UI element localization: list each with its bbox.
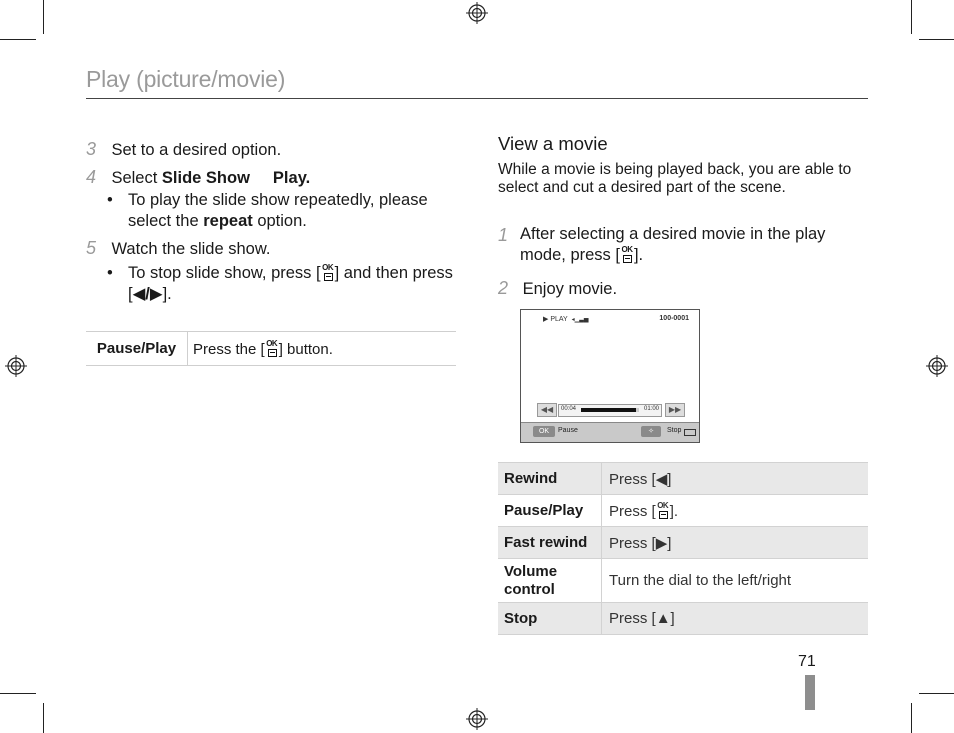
control-key: Stop: [498, 603, 602, 635]
menu-option-play: Play.: [272, 169, 311, 187]
bullet-repeat: [107, 190, 457, 232]
table-row: [86, 332, 456, 366]
camera-screen: [520, 309, 700, 443]
crop-mark: [911, 703, 912, 733]
movie-controls-table: [498, 462, 868, 635]
file-number: 100-0001: [659, 315, 689, 322]
stop-label: Stop: [667, 427, 682, 434]
step-text: After selecting a desired movie in the play mode, press [: [520, 225, 826, 264]
pause-label: Pause: [558, 427, 578, 434]
step-text-prefix: Select: [111, 169, 162, 187]
volume-icon: ◂▁▃▅: [571, 317, 589, 323]
ok-button-icon: OK: [621, 245, 633, 263]
table-key: Pause/Play: [86, 332, 188, 366]
step-number: 3: [86, 139, 97, 159]
bullet-stop: [107, 263, 457, 305]
screen-button-bar: [521, 422, 699, 442]
left-right-arrows-icon: ◀/▶: [132, 285, 163, 303]
crop-mark: [0, 693, 36, 694]
page-edge-tab: [805, 675, 815, 710]
up-arrow-icon: ▲: [655, 610, 671, 627]
section-heading: View a movie: [498, 133, 608, 154]
ok-button-icon: OK: [266, 339, 278, 357]
step-text: Set to a desired option.: [111, 141, 282, 159]
play-indicator: ▶ PLAY ◂▁▃▅: [543, 316, 589, 323]
step-number: 4: [86, 167, 97, 187]
table-row: [498, 559, 868, 603]
step-text: ].: [633, 246, 644, 264]
rewind-icon: ◀◀: [537, 403, 557, 417]
bullet-dot: •: [107, 264, 113, 282]
control-action: Turn the dial to the left/right: [602, 559, 869, 603]
dpad-icon: ✧: [641, 426, 661, 437]
control-key: Rewind: [498, 463, 602, 495]
bullet-dot: •: [107, 191, 113, 209]
section-intro: While a movie is being played back, you are able to select and cut a desired part of the scene.: [498, 161, 852, 196]
bullet-text: To play the slide show repeatedly, please select the: [128, 191, 428, 230]
ok-button-icon: OK: [657, 501, 669, 519]
play-icon: ▶: [543, 316, 549, 323]
step-4: [86, 167, 310, 188]
registration-mark-icon: [5, 355, 27, 377]
control-key: Pause/Play: [498, 495, 602, 527]
ok-button-icon: OK: [322, 263, 334, 281]
control-action: Press [ OK ].: [602, 495, 869, 527]
table-value: Press the [ OK ] button.: [188, 332, 457, 366]
bullet-text: To stop slide show, press [: [128, 264, 321, 282]
table-row: [498, 603, 868, 635]
step-5: [86, 238, 270, 259]
step-3: [86, 139, 281, 160]
bullet-text: ].: [162, 285, 172, 303]
title-divider: [86, 98, 868, 99]
registration-mark-icon: [466, 2, 488, 24]
step-number: 2: [498, 278, 509, 298]
crop-mark: [911, 0, 912, 34]
repeat-option-label: repeat: [203, 212, 253, 230]
control-key: Volume control: [498, 559, 602, 603]
step-1: [498, 224, 868, 266]
control-key: Fast rewind: [498, 527, 602, 559]
control-action: Press [▶]: [602, 527, 869, 559]
step-number: 1: [498, 225, 509, 245]
bullet-text: ] and then press [: [128, 264, 453, 303]
time-total: 01:00: [643, 406, 659, 412]
bullet-text: option.: [252, 212, 307, 230]
page-number: 71: [798, 653, 816, 670]
table-row: [498, 463, 868, 495]
crop-mark: [0, 39, 36, 40]
crop-mark: [919, 39, 954, 40]
fast-forward-icon: ▶▶: [665, 403, 685, 417]
crop-mark: [43, 703, 44, 733]
ok-key-badge: OK: [533, 426, 555, 437]
progress-track: [581, 408, 639, 412]
step-2: [498, 278, 617, 299]
table-row: [498, 527, 868, 559]
crop-mark: [43, 0, 44, 34]
battery-icon: [684, 429, 696, 436]
registration-mark-icon: [466, 708, 488, 730]
step-text: Watch the slide show.: [111, 240, 271, 258]
table-row: [498, 495, 868, 527]
right-arrow-icon: ▶: [655, 534, 668, 552]
crop-mark: [919, 693, 954, 694]
progress-bar: [558, 404, 662, 417]
step-number: 5: [86, 238, 97, 258]
slideshow-controls-table: [86, 331, 456, 366]
registration-mark-icon: [926, 355, 948, 377]
menu-option-slide-show: Slide Show: [161, 169, 250, 187]
control-action: Press [◀]: [602, 463, 869, 495]
left-arrow-icon: ◀: [655, 470, 668, 488]
step-text: Enjoy movie.: [522, 280, 618, 298]
control-action: Press [▲]: [602, 603, 869, 635]
progress-fill: [581, 408, 636, 412]
page-title: Play (picture/movie): [86, 66, 286, 92]
time-elapsed: 00:04: [561, 406, 577, 412]
